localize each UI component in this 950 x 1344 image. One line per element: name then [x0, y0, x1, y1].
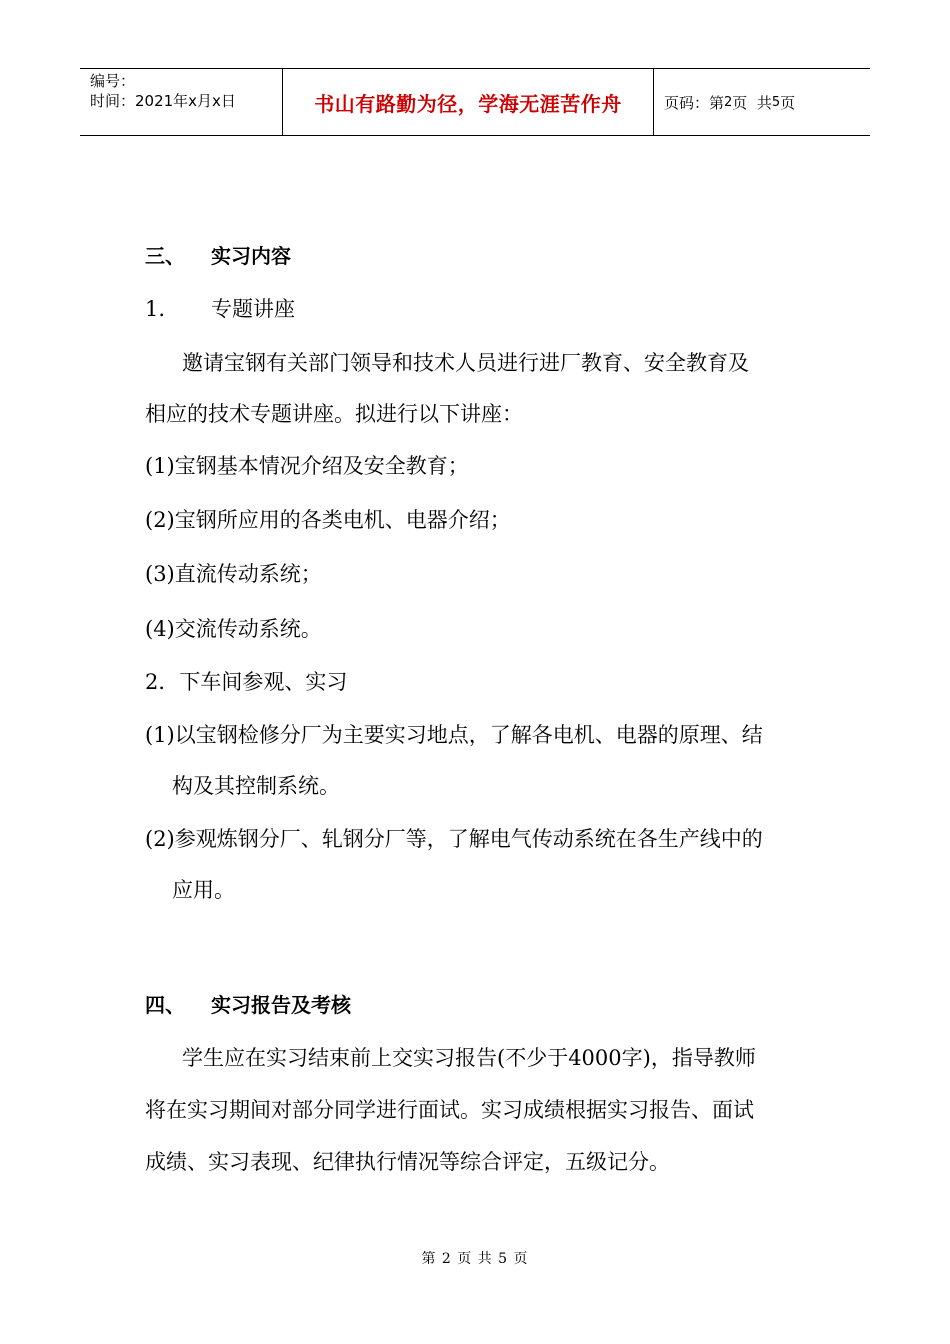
page-current: 2	[724, 94, 733, 110]
page-end: 页	[780, 93, 796, 112]
page-label: 页码：第	[664, 93, 725, 112]
report-line-1: 学生应在实习结束前上交实习报告(不少于4000字)，指导教师	[182, 1046, 756, 1070]
lecture-intro-line-1: 邀请宝钢有关部门领导和技术人员进行进厂教育、安全教育及	[182, 351, 749, 375]
subsection-2-heading: 2．下车间参观、实习	[145, 670, 348, 694]
header-page-info	[654, 69, 870, 135]
workshop-item-2-line-1: (2)参观炼钢分厂、轧钢分厂等，了解电气传动系统在各生产线中的	[145, 827, 763, 851]
subsection-1-title: 专题讲座	[211, 297, 295, 321]
page-header	[80, 68, 870, 136]
subsection-1-number: 1.	[145, 297, 166, 321]
section-4-number: 四、	[145, 993, 185, 1017]
workshop-item-1-line-1: (1)以宝钢检修分厂为主要实习地点，了解各电机、电器的原理、结	[145, 723, 763, 747]
serial-label: 编号：	[90, 72, 136, 90]
page-footer: 第 2 页 共 5 页	[421, 1251, 529, 1267]
report-line-3: 成绩、实习表现、纪律执行情况等综合评定，五级记分。	[145, 1150, 670, 1174]
header-motto: 书山有路勤为径，学海无涯苦作舟	[282, 69, 654, 135]
section-4-heading	[145, 992, 351, 1018]
lecture-item-2: (2)宝钢所应用的各类电机、电器介绍；	[145, 508, 511, 532]
lecture-item-4: (4)交流传动系统。	[145, 617, 322, 641]
section-3-title: 实习内容	[211, 244, 291, 268]
lecture-item-3: (3)直流传动系统；	[145, 562, 322, 586]
time-label: 时间：2021年x月x日	[90, 92, 236, 110]
section-3-number: 三、	[145, 244, 185, 268]
page-mid: 页 共	[732, 93, 772, 112]
page-total: 5	[771, 94, 781, 110]
lecture-item-1: (1)宝钢基本情况介绍及安全教育；	[145, 454, 469, 478]
workshop-item-2-line-2: 应用。	[172, 878, 235, 902]
lecture-intro-line-2: 相应的技术专题讲座。拟进行以下讲座：	[145, 402, 523, 426]
subsection-1-heading	[145, 296, 295, 322]
section-4-title: 实习报告及考核	[211, 993, 351, 1017]
workshop-item-1-line-2: 构及其控制系统。	[172, 774, 340, 798]
header-meta	[80, 69, 282, 135]
report-line-2: 将在实习期间对部分同学进行面试。实习成绩根据实习报告、面试	[145, 1098, 754, 1122]
section-3-heading	[145, 243, 291, 269]
